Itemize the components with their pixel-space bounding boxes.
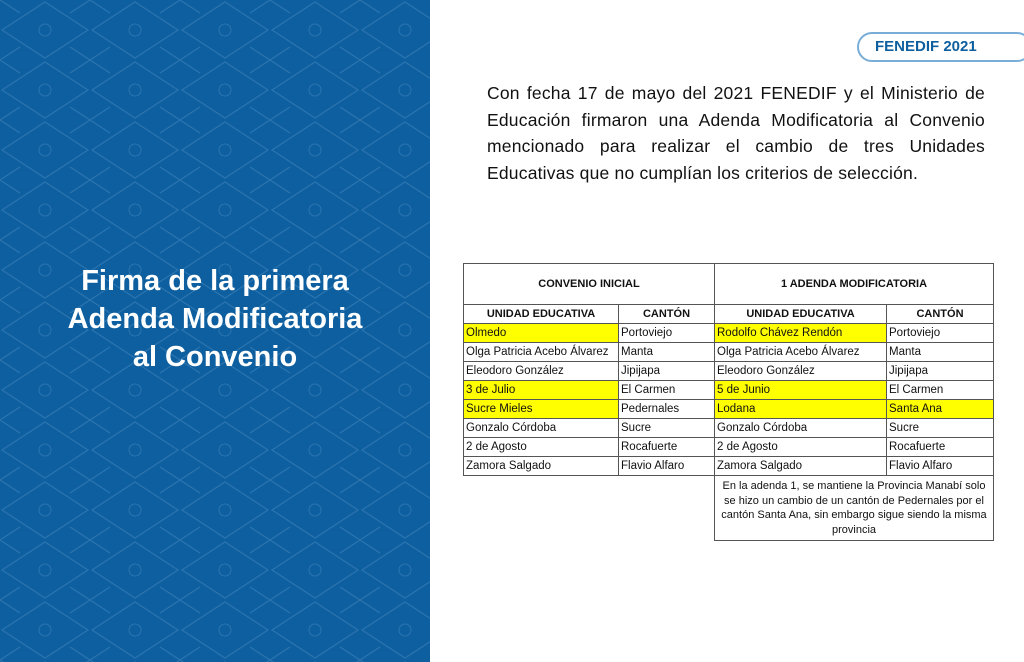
table-cell: Zamora Salgado — [715, 457, 887, 476]
slide-title — [20, 262, 410, 376]
table-cell: Gonzalo Córdoba — [464, 419, 619, 438]
table-cell: El Carmen — [619, 381, 715, 400]
group-header-initial: CONVENIO INICIAL — [464, 264, 715, 305]
table-cell: Flavio Alfaro — [887, 457, 994, 476]
table-cell: Olmedo — [464, 324, 619, 343]
table-row — [464, 324, 994, 343]
table-cell: Olga Patricia Acebo Álvarez — [715, 343, 887, 362]
table-cell: Sucre — [619, 419, 715, 438]
table-cell: Manta — [619, 343, 715, 362]
table-cell: Eleodoro González — [464, 362, 619, 381]
table-cell: El Carmen — [887, 381, 994, 400]
table-cell: Sucre Mieles — [464, 400, 619, 419]
table-cell: 3 de Julio — [464, 381, 619, 400]
table-cell: 5 de Junio — [715, 381, 887, 400]
table-row — [464, 400, 994, 419]
table-cell: Rocafuerte — [887, 438, 994, 457]
left-panel — [0, 0, 430, 662]
slide-title-line: Firma de la primera — [81, 265, 349, 297]
table-cell: Portoviejo — [619, 324, 715, 343]
note-row — [464, 476, 994, 541]
column-header: CANTÓN — [887, 305, 994, 324]
table-row — [464, 438, 994, 457]
slide-title-line: al Convenio — [132, 341, 298, 373]
table-cell: Santa Ana — [887, 400, 994, 419]
table-cell: Jipijapa — [619, 362, 715, 381]
table-row — [464, 362, 994, 381]
table-cell: Zamora Salgado — [464, 457, 619, 476]
column-header: CANTÓN — [619, 305, 715, 324]
slide-title-line: Adenda Modificatoria — [67, 303, 363, 335]
group-header-row — [464, 264, 994, 305]
table-cell: 2 de Agosto — [715, 438, 887, 457]
column-header-row — [464, 305, 994, 324]
table-cell: Olga Patricia Acebo Álvarez — [464, 343, 619, 362]
table-cell: Flavio Alfaro — [619, 457, 715, 476]
table-row — [464, 419, 994, 438]
table-cell: Eleodoro González — [715, 362, 887, 381]
table-note: En la adenda 1, se mantiene la Provincia Manabí solo se hizo un cambio de un cantón de Pedernales por el cantón Santa Ana, sin embargo sigue siendo la misma provincia — [715, 476, 994, 541]
table-cell: 2 de Agosto — [464, 438, 619, 457]
table-body — [464, 324, 994, 476]
table-row — [464, 343, 994, 362]
group-header-adenda: 1 ADENDA MODIFICATORIA — [715, 264, 994, 305]
column-header: UNIDAD EDUCATIVA — [715, 305, 887, 324]
column-header: UNIDAD EDUCATIVA — [464, 305, 619, 324]
table-cell: Rocafuerte — [619, 438, 715, 457]
table-row — [464, 457, 994, 476]
table-cell: Jipijapa — [887, 362, 994, 381]
table-cell: Pedernales — [619, 400, 715, 419]
table-row — [464, 381, 994, 400]
table-cell: Manta — [887, 343, 994, 362]
table-cell: Lodana — [715, 400, 887, 419]
note-spacer — [464, 476, 715, 541]
convenio-table — [463, 263, 994, 541]
table-cell: Sucre — [887, 419, 994, 438]
table-cell: Portoviejo — [887, 324, 994, 343]
table-cell: Gonzalo Córdoba — [715, 419, 887, 438]
table-cell: Rodolfo Chávez Rendón — [715, 324, 887, 343]
brand-badge: FENEDIF 2021 — [857, 32, 1024, 62]
intro-paragraph: Con fecha 17 de mayo del 2021 FENEDIF y el Ministerio de Educación firmaron una Adenda Modificatoria al Convenio mencionado para realizar el cambio de tres Unidades Educativas que no cumplían los criterios de selección. — [487, 83, 985, 183]
